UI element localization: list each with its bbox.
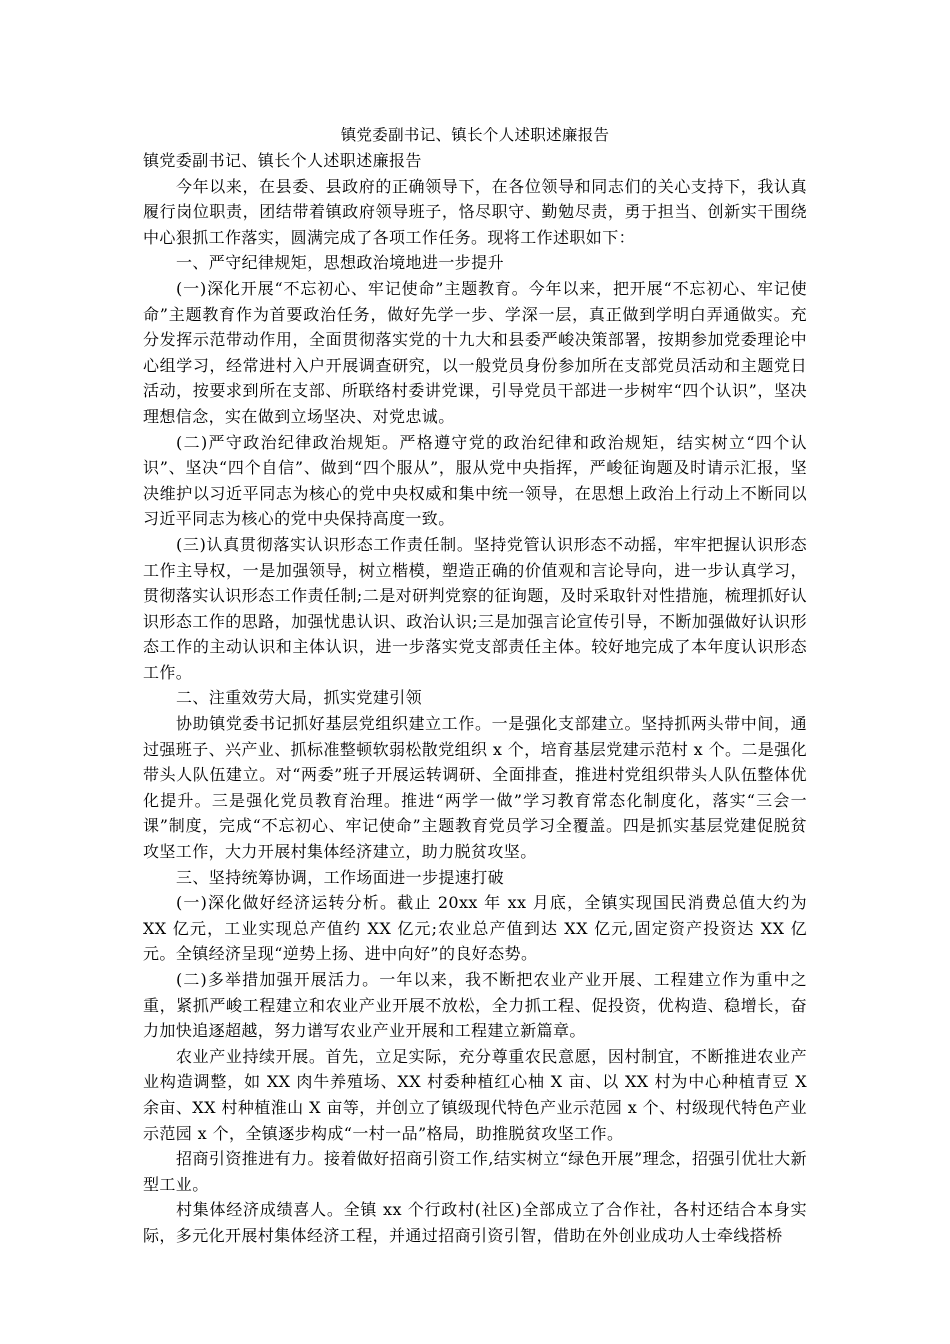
paragraph: (二)严守政治纪律政治规矩。严格遵守党的政治纪律和政治规矩，结实树立“四个认识”、坚决“四个自信”、做到“四个服从”，服从党中央指挥，严峻征询题及时请示汇报，坚决维护以习近平同志为核心的党中央权威和集中统一领导，在思想上政治上行动上不断同以习近平同志为核心的党中央保持高度一致。 <box>143 432 807 529</box>
paragraph: (二)多举措加强开展活力。一年以来，我不断把农业产业开展、工程建立作为重中之重，紧抓严峻工程建立和农业产业开展不放松，全力抓工程、促投资，优构造、稳增长，奋力加快追逐超越，努力谱写农业产业开展和工程建立新篇章。 <box>143 970 807 1041</box>
paragraph: 招商引资推进有力。接着做好招商引资工作,结实树立“绿色开展”理念，招强引优壮大新型工业。 <box>143 1149 807 1194</box>
paragraph-intro: 今年以来，在县委、县政府的正确领导下，在各位领导和同志们的关心支持下，我认真履行岗位职责，团结带着镇政府领导班子，恪尽职守、勤勉尽责，勇于担当、创新实干围绕中心狠抓工作落实，圆满完成了各项工作任务。现将工作述职如下： <box>143 176 807 247</box>
section-heading-2: 二、注重效劳大局，抓实党建引领 <box>176 688 423 708</box>
paragraph: (一)深化做好经济运转分析。截止 20xx 年 xx 月底，全镇实现国民消费总值大约为 XX 亿元，工业实现总产值约 XX 亿元;农业总产值到达 XX 亿元,固定资产投资达 XX 亿元。全镇经济呈现“逆势上扬、进中向好”的良好态势。 <box>143 893 807 964</box>
paragraph: 村集体经济成绩喜人。全镇 xx 个行政村(社区)全部成立了合作社，各村还结合本身实际，多元化开展村集体经济工程，并通过招商引资引智，借助在外创业成功人士牵线搭桥 <box>143 1200 807 1245</box>
paragraph: 农业产业持续开展。首先，立足实际，充分尊重农民意愿，因村制宜，不断推进农业产业构造调整，如 XX 肉牛养殖场、XX 村委种植红心柚 X 亩、以 XX 村为中心种植青豆 X 余亩、XX 村种植淮山 X 亩等，并创立了镇级现代特色产业示范园 x 个、村级现代特色产业示范园 x 个，全镇逐步构成“一村一品”格局，助推脱贫攻坚工作。 <box>143 1046 807 1143</box>
document-title: 镇党委副书记、镇长个人述职述廉报告 <box>340 126 610 144</box>
section-heading-3: 三、坚持统筹协调，工作场面进一步提速打破 <box>176 867 505 887</box>
section-heading-1: 一、严守纪律规矩，思想政治境地进一步提升 <box>176 253 505 273</box>
paragraph: 协助镇党委书记抓好基层党组织建立工作。一是强化支部建立。坚持抓两头带中间，通过强班子、兴产业、抓标准整顿软弱松散党组织 x 个，培育基层党建示范村 x 个。二是强化带头人队伍建立。对“两委”班子开展运转调研、全面排查，推进村党组织带头人队伍整体优化提升。三是强化党员教育治理。推进“两学一做”学习教育常态化制度化，落实“三会一课”制度，完成“不忘初心、牢记使命”主题教育党员学习全覆盖。四是抓实基层党建促脱贫攻坚工作，大力开展村集体经济建立，助力脱贫攻坚。 <box>143 714 807 862</box>
document-subtitle: 镇党委副书记、镇长个人述职述廉报告 <box>143 151 422 170</box>
document-body <box>143 148 807 1249</box>
paragraph: (一)深化开展“不忘初心、牢记使命”主题教育。今年以来，把开展“不忘初心、牢记使命”主题教育作为首要政治任务，做好先学一步、学深一层，真正做到学明白弄通做实。充分发挥示范带动作用，全面贯彻落实党的十九大和县委严峻决策部署，按期参加党委理论中心组学习，经常进村入户开展调查研究，以一般党员身份参加所在支部党员活动和主题党日活动，按要求到所在支部、所联络村委讲党课，引导党员干部进一步树牢“四个认识”，坚决理想信念，实在做到立场坚决、对党忠诚。 <box>143 278 807 426</box>
paragraph: (三)认真贯彻落实认识形态工作责任制。坚持党管认识形态不动摇，牢牢把握认识形态工作主导权，一是加强领导，树立楷模，塑造正确的价值观和言论导向，进一步认真学习，贯彻落实认识形态工作责任制;二是对研判党察的征询题，及时采取针对性措施，梳理抓好认识形态工作的思路，加强忧患认识、政治认识;三是加强言论宣传引导，不断加强做好认识形态工作的主动认识和主体认识，进一步落实党支部责任主体。较好地完成了本年度认识形态工作。 <box>143 534 807 682</box>
